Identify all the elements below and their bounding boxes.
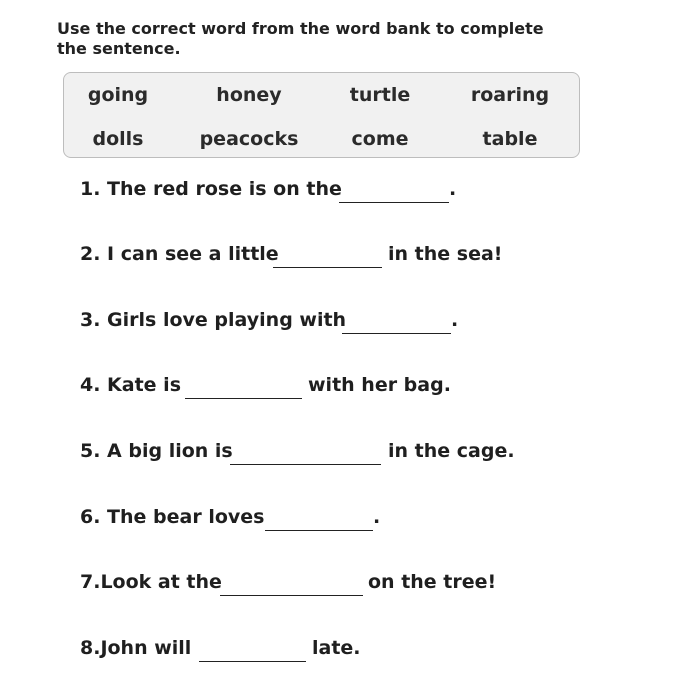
word-bank-item: table [482,128,538,150]
sentence-text: . [451,309,459,331]
answer-blank[interactable] [199,637,306,662]
sentence-text: 2. I can see a little [80,243,279,265]
sentence-text: in the sea! [388,243,503,265]
sentence-text: 7.Look at the [80,571,222,593]
answer-blank[interactable] [230,440,381,465]
sentence-text: . [373,506,381,528]
instructions: Use the correct word from the word bank to complete the sentence. [57,19,544,58]
sentence-text: 3. Girls love playing with [80,309,347,331]
sentence-text: late. [312,637,361,659]
word-bank [63,72,580,158]
answer-blank[interactable] [342,309,451,334]
sentence-text: 4. Kate is [80,374,182,396]
answer-blank[interactable] [339,178,449,203]
word-bank-item: dolls [92,128,144,150]
sentence-text: with her bag. [308,374,451,396]
sentence-text: on the tree! [368,571,497,593]
word-bank-item: going [87,84,149,106]
answer-blank[interactable] [265,506,373,531]
answer-blank[interactable] [220,571,363,596]
word-bank-item: come [351,128,409,150]
sentence-text: . [449,178,457,200]
word-bank-item: turtle [349,84,411,106]
answer-blank[interactable] [185,374,302,399]
word-bank-item: honey [216,84,282,106]
answer-blank[interactable] [273,243,382,268]
word-bank-item: roaring [470,84,550,106]
sentence-text: in the cage. [388,440,515,462]
sentence-text: 1. The red rose is on the [80,178,342,200]
sentence-text: 8.John will [80,637,192,659]
word-bank-item: peacocks [199,128,299,150]
sentence-text: 5. A big lion is [80,440,233,462]
sentence-text: 6. The bear loves [80,506,265,528]
